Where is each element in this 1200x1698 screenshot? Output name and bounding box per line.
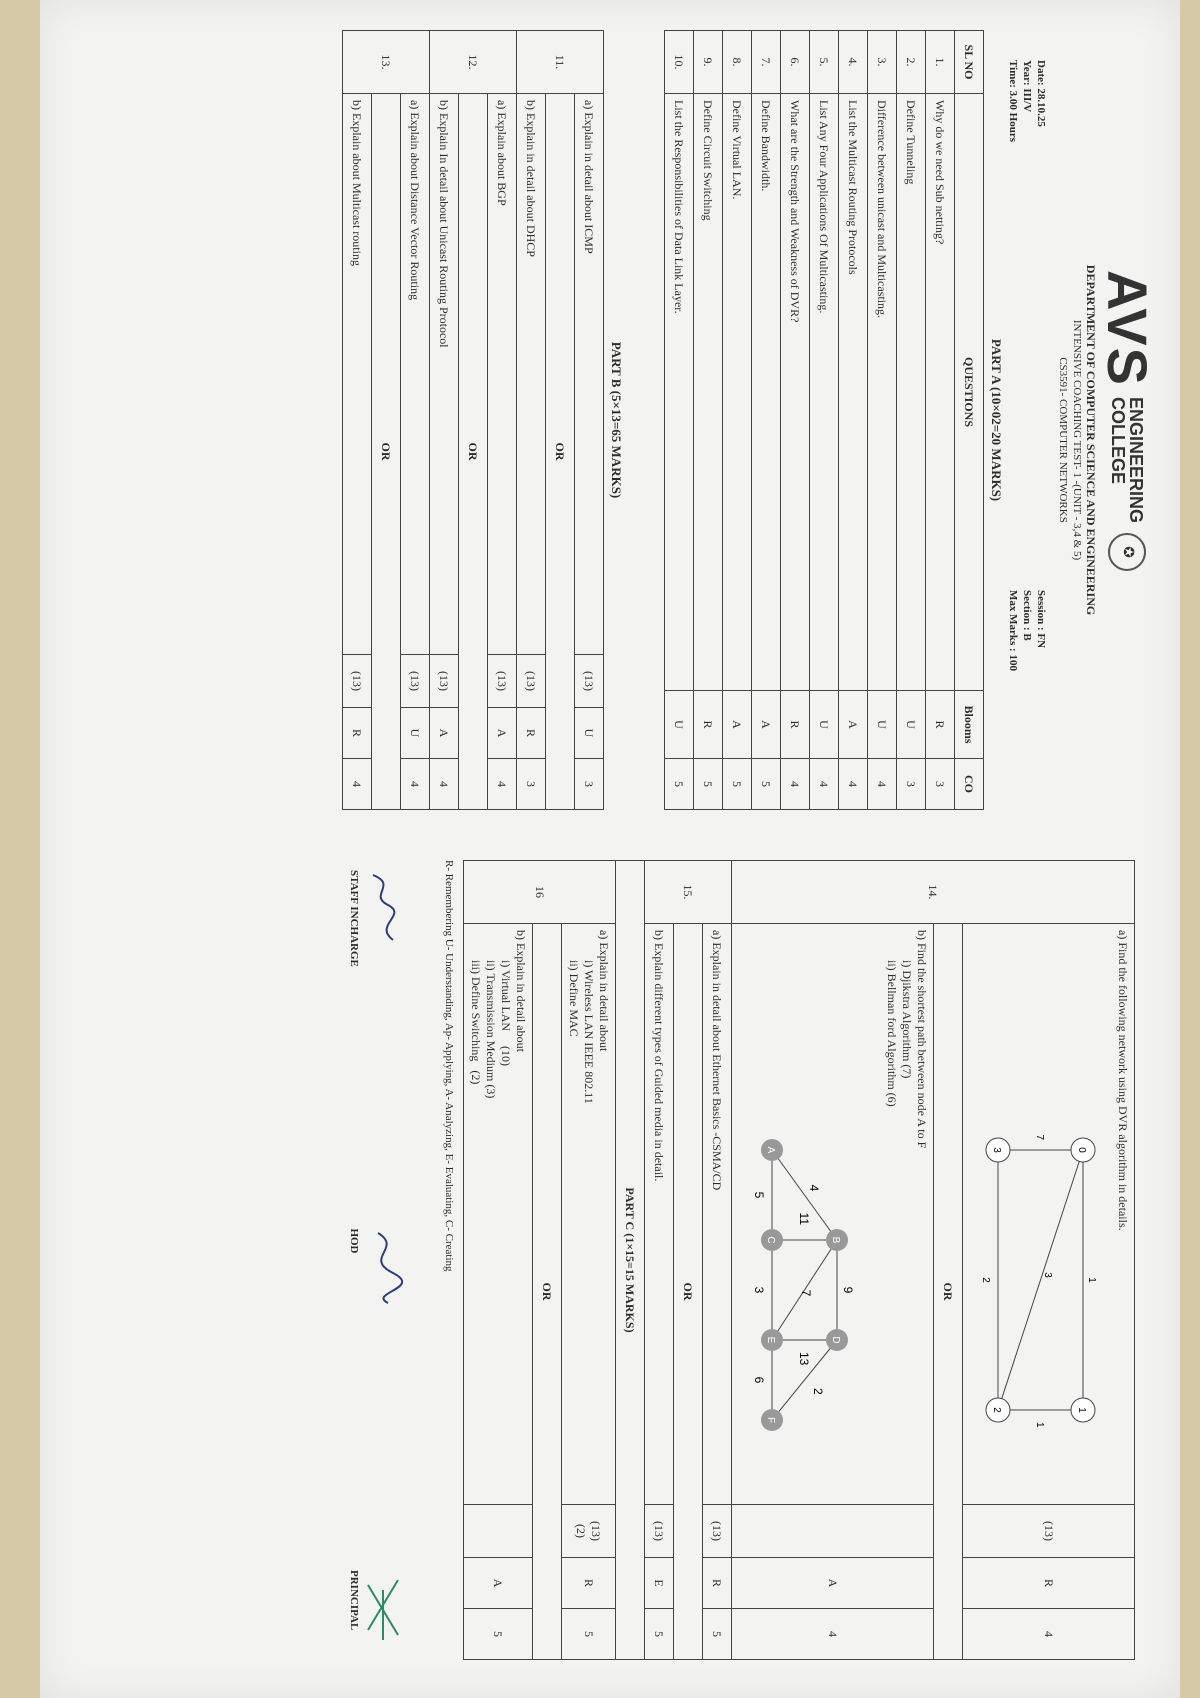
- blooms: A: [488, 708, 517, 759]
- table-row: [517, 31, 546, 810]
- dvr-network-diagram: [973, 1090, 1113, 1470]
- question: Difference between unicast and Multicasting.: [868, 94, 897, 691]
- col-sl: SL NO: [955, 31, 984, 94]
- table-row: [401, 31, 430, 810]
- staff-signature: [363, 870, 403, 950]
- node-label: 1: [1076, 1407, 1087, 1413]
- logo-mark: AVS: [1096, 270, 1159, 387]
- question: Why do we need Sub netting?: [926, 94, 955, 691]
- edge-label: 3: [752, 1286, 766, 1294]
- part-a-table: [664, 30, 984, 810]
- table-row: [464, 861, 533, 1660]
- table-row: [752, 31, 781, 810]
- marks: [732, 1505, 934, 1558]
- question: a) Explain about BGP: [488, 94, 517, 655]
- sl: 3.: [868, 31, 897, 94]
- marks: [464, 1505, 533, 1558]
- blooms: U: [665, 691, 694, 759]
- edge-label: 2: [811, 1388, 825, 1395]
- or-row: [459, 31, 488, 810]
- rotated-page: [40, 0, 1180, 1698]
- sl: 7.: [752, 31, 781, 94]
- table-row: [694, 31, 723, 810]
- blooms: R: [694, 691, 723, 759]
- sl: 6.: [781, 31, 810, 94]
- blooms: R: [343, 708, 372, 759]
- test-name: INTENSIVE COACHING TEST- 1 -(UNIT - 3,4 & 5): [1071, 319, 1083, 561]
- sl: 9.: [694, 31, 723, 94]
- question-block: [464, 924, 533, 1505]
- question: Define Tunneling: [897, 94, 926, 691]
- question: b) Explain In detail about Unicast Routing Protocol: [430, 94, 459, 655]
- co: 3: [517, 759, 546, 810]
- principal-signature: [363, 1570, 403, 1650]
- sl: 15.: [645, 861, 732, 924]
- table-row: [868, 31, 897, 810]
- or-label: OR: [372, 94, 401, 810]
- sub-question: i) Wireless LAN IEEE 802.11: [582, 960, 596, 1104]
- question: b) Explain in detail about DHCP: [517, 94, 546, 655]
- blooms: R: [703, 1558, 732, 1609]
- date: Date: 28.10.25: [1035, 60, 1047, 127]
- table-row: [723, 31, 752, 810]
- course-name: CS3591- COMPUTER NETWORKS: [1057, 357, 1069, 523]
- sub-question: [468, 930, 483, 1498]
- blooms: U: [897, 691, 926, 759]
- question: a) Explain in detail about ICMP: [575, 94, 604, 655]
- co: 4: [839, 759, 868, 810]
- co: 3: [926, 759, 955, 810]
- marks: (13): [343, 655, 372, 708]
- blooms: A: [752, 691, 781, 759]
- logo-line2: COLLEGE: [1108, 397, 1129, 485]
- left-column: [342, 30, 1160, 810]
- edge-label: 3: [1042, 1272, 1053, 1278]
- header: [1007, 30, 1160, 810]
- marks: (13): [589, 1521, 604, 1541]
- edge-label: 9: [841, 1286, 855, 1294]
- edge-label: 6: [752, 1376, 766, 1384]
- question: List Any Four Applications Of Multicasting.: [810, 94, 839, 691]
- edge-label: 5: [752, 1191, 766, 1199]
- sl: 10.: [665, 31, 694, 94]
- table-row: [575, 31, 604, 810]
- part-b-table: [342, 30, 604, 810]
- part-b-continued-table: [463, 860, 1135, 1660]
- table-row: [810, 31, 839, 810]
- question: a) Explain about Distance Vector Routing: [401, 94, 430, 655]
- co: 4: [810, 759, 839, 810]
- question-block: [562, 924, 616, 1505]
- co: 5: [665, 759, 694, 810]
- question: b) Explain in detail about: [514, 930, 528, 1052]
- blooms: A: [464, 1558, 533, 1609]
- question: a) Explain in detail about: [597, 930, 611, 1052]
- year: Year: III/V: [1021, 60, 1033, 113]
- sub-question: ii) Transmission Medium (3): [484, 960, 498, 1099]
- staff-label: STAFF INCHARGE: [348, 870, 360, 967]
- or-label: OR: [546, 94, 575, 810]
- marks: (13): [645, 1505, 674, 1558]
- co: 5: [752, 759, 781, 810]
- question: b) Find the shortest path between node A to F: [915, 930, 929, 1149]
- marks: (13): [963, 1505, 1135, 1558]
- marks: (13): [488, 655, 517, 708]
- session: Session : FN: [1035, 590, 1047, 649]
- sl: 11.: [517, 31, 604, 94]
- co: 4: [732, 1609, 934, 1660]
- edge-label: 1: [1086, 1277, 1097, 1283]
- blooms: A: [839, 691, 868, 759]
- part-a-title: PART A (10×02=20 MARKS): [989, 338, 1004, 502]
- co: 4: [963, 1609, 1135, 1660]
- node-label: F: [765, 1416, 776, 1424]
- sl: 13.: [343, 31, 430, 94]
- blooms: R: [562, 1558, 616, 1609]
- blooms: R: [963, 1558, 1135, 1609]
- edge-label: 7: [799, 1289, 813, 1297]
- section: Section : B: [1021, 590, 1033, 641]
- blooms: A: [430, 708, 459, 759]
- shortest-path-diagram: [742, 1090, 882, 1470]
- question: Define Bandwidth.: [752, 94, 781, 691]
- col-questions: QUESTIONS: [955, 94, 984, 691]
- college-logo: [1095, 270, 1160, 571]
- or-row: [546, 31, 575, 810]
- marks: (13): [430, 655, 459, 708]
- table-row: [665, 31, 694, 810]
- co: 5: [694, 759, 723, 810]
- question-with-graph: [963, 924, 1135, 1505]
- edge: [772, 1150, 837, 1240]
- node-label: 3: [991, 1147, 1002, 1153]
- emblem-icon: ✪: [1109, 533, 1147, 571]
- part-c-title-row: [616, 861, 645, 1660]
- blooms: E: [645, 1558, 674, 1609]
- marks-block: [562, 1505, 616, 1558]
- co: 5: [703, 1609, 732, 1660]
- table-row: [732, 861, 934, 1660]
- co: 5: [645, 1609, 674, 1660]
- co: 4: [868, 759, 897, 810]
- co: 3: [897, 759, 926, 810]
- meta-right: [1006, 590, 1048, 671]
- blooms: U: [401, 708, 430, 759]
- sub-question-text: i) Virtual LAN: [499, 960, 513, 1032]
- title-lines: [1056, 160, 1098, 720]
- question: b) Explain about Multicast routing: [343, 94, 372, 655]
- exam-paper: [40, 0, 1180, 1698]
- col-blooms: Blooms: [955, 691, 984, 759]
- sub-question-text: iii) Define Switching: [469, 960, 483, 1062]
- marks: (2): [574, 1524, 589, 1538]
- right-column: [348, 860, 1135, 1660]
- co: 5: [464, 1609, 533, 1660]
- node-label: 2: [991, 1407, 1002, 1413]
- sl: 12.: [430, 31, 517, 94]
- marks: (13): [575, 655, 604, 708]
- sl: 2.: [897, 31, 926, 94]
- sl: 8.: [723, 31, 752, 94]
- marks: (13): [517, 655, 546, 708]
- node-label: D: [830, 1336, 841, 1344]
- blooms: U: [868, 691, 897, 759]
- question: List the Responsibilities of Data Link Layer.: [665, 94, 694, 691]
- hod-signature-block: [348, 1228, 403, 1308]
- or-row: [674, 861, 703, 1660]
- department: DEPARTMENT OF COMPUTER SCIENCE AND ENGINEERING: [1084, 264, 1098, 616]
- part-c-title: PART C (1×15=15 MARKS): [616, 861, 645, 1660]
- staff-signature-block: [348, 870, 403, 967]
- col-co: CO: [955, 759, 984, 810]
- principal-label: PRINCIPAL: [348, 1570, 360, 1631]
- table-row: [897, 31, 926, 810]
- sl: 4.: [839, 31, 868, 94]
- sub-question: [498, 930, 513, 1498]
- blooms: U: [810, 691, 839, 759]
- blooms: A: [732, 1558, 934, 1609]
- blooms: U: [575, 708, 604, 759]
- table-row: [781, 31, 810, 810]
- co: 4: [430, 759, 459, 810]
- sub-marks: (10): [499, 1046, 513, 1067]
- node-label: E: [765, 1336, 776, 1344]
- blooms: R: [926, 691, 955, 759]
- sub-question: i) Djikstra Algorithm (7): [900, 960, 914, 1079]
- or-label: OR: [934, 924, 963, 1660]
- sub-marks: (2): [469, 1070, 483, 1085]
- sl: 1.: [926, 31, 955, 94]
- or-row: [372, 31, 401, 810]
- blooms: R: [781, 691, 810, 759]
- marks: (13): [401, 655, 430, 708]
- question: a) Explain in detail about Ethernet Basics -CSMA/CD: [703, 924, 732, 1505]
- question: a) Find the following network using DVR algorithm in details.: [1116, 930, 1130, 1231]
- table-row: [645, 861, 674, 1660]
- hod-signature: [363, 1228, 403, 1308]
- table-row: [562, 861, 616, 1660]
- part-b-title: PART B (5×13=65 MARKS): [609, 341, 624, 499]
- or-label: OR: [674, 924, 703, 1660]
- edge-label: 4: [807, 1184, 821, 1192]
- part-a-header: [955, 31, 984, 810]
- sub-question: ii) Define MAC: [567, 960, 581, 1037]
- principal-signature-block: [348, 1570, 403, 1650]
- table-row: [343, 31, 372, 810]
- table-row: [703, 861, 732, 1660]
- question: Define Circuit Switching: [694, 94, 723, 691]
- table-row: [839, 31, 868, 810]
- signatures: [348, 860, 403, 1660]
- question: b) Explain different types of Guided media in detail.: [645, 924, 674, 1505]
- edge-label: 7: [1034, 1134, 1045, 1140]
- co: 4: [343, 759, 372, 810]
- node-label: A: [765, 1146, 776, 1154]
- blooms: R: [517, 708, 546, 759]
- sl: 16: [464, 861, 616, 924]
- blooms: A: [723, 691, 752, 759]
- sl: 14.: [732, 861, 1135, 924]
- sub-question: ii) Bellman ford Algorithm (6): [885, 960, 899, 1107]
- co: 5: [562, 1609, 616, 1660]
- time: Time: 3.00 Hours: [1007, 60, 1019, 142]
- question-with-graph: [732, 924, 934, 1505]
- edge-label: 13: [797, 1352, 811, 1366]
- co: 3: [575, 759, 604, 810]
- max-marks: Max Marks : 100: [1007, 590, 1019, 671]
- marks: (13): [703, 1505, 732, 1558]
- logo-text: [1110, 397, 1146, 523]
- edge-label: 1: [1034, 1422, 1045, 1428]
- logo-line1: ENGINEERING: [1126, 397, 1147, 524]
- co: 4: [488, 759, 517, 810]
- or-row: [934, 861, 963, 1660]
- question: Define Virtual LAN.: [723, 94, 752, 691]
- edge: [998, 1150, 1083, 1410]
- blooms-legend: R- Remembering U- Understanding, Ap- Applying, A- Analyzing, E- Evaluating, C- Creating: [443, 860, 455, 1272]
- table-row: [963, 861, 1135, 1660]
- sl: 5.: [810, 31, 839, 94]
- question: List the Multicast Routing Protocols: [839, 94, 868, 691]
- table-row: [488, 31, 517, 810]
- co: 4: [401, 759, 430, 810]
- hod-label: HOD: [348, 1228, 360, 1254]
- or-label: OR: [459, 94, 488, 810]
- node-label: B: [830, 1236, 841, 1244]
- node-label: 0: [1076, 1147, 1087, 1153]
- or-row: [533, 861, 562, 1660]
- edge-label: 11: [797, 1212, 811, 1225]
- co: 5: [723, 759, 752, 810]
- meta-left: [1006, 60, 1048, 142]
- table-row: [430, 31, 459, 810]
- question: What are the Strength and Weakness of DVR?: [781, 94, 810, 691]
- node-label: C: [765, 1236, 776, 1244]
- co: 4: [781, 759, 810, 810]
- table-row: [926, 31, 955, 810]
- edge-label: 2: [980, 1277, 991, 1283]
- or-label: OR: [533, 924, 562, 1660]
